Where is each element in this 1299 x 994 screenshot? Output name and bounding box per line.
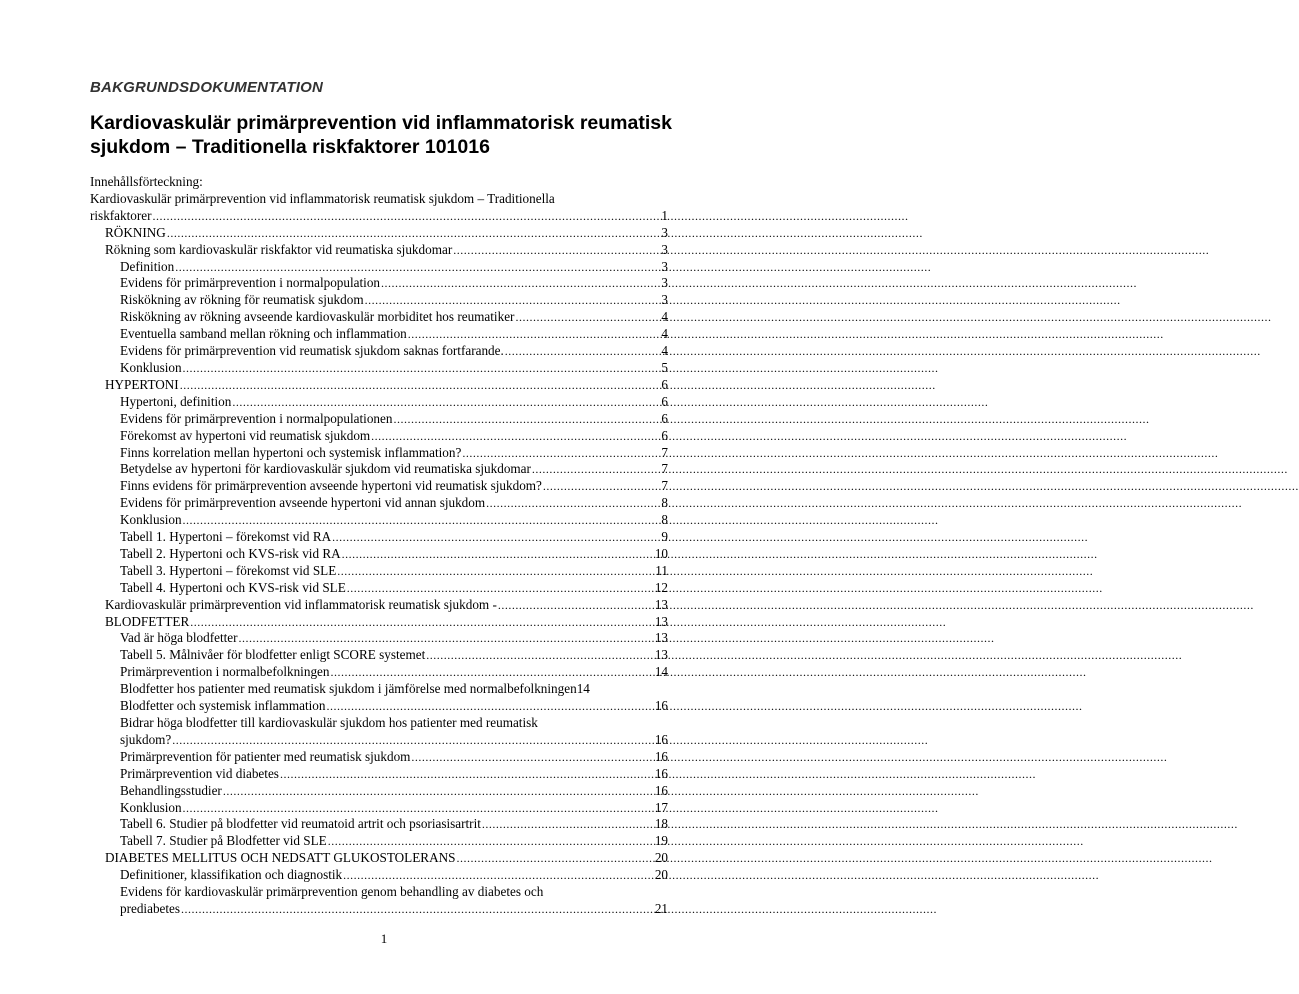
toc-entry[interactable] [90, 360, 668, 377]
toc-entry[interactable] [90, 242, 668, 259]
toc-entry-title: Tabell 1. Hypertoni – förekomst vid RA [120, 529, 332, 545]
toc-entry-title: Finns korrelation mellan hypertoni och systemisk inflammation? [120, 444, 462, 460]
toc-entry-title: Finns evidens för primärprevention avseende hypertoni vid reumatisk sjukdom? [120, 478, 542, 494]
toc-entry[interactable] [90, 428, 668, 445]
toc-entry-page: 3 [661, 292, 668, 308]
toc-entry-title: Primärprevention vid diabetes [120, 765, 279, 781]
toc-dot-leader [456, 850, 653, 867]
toc-entry-title: Tabell 2. Hypertoni och KVS-risk vid RA [120, 545, 341, 561]
toc-dot-leader [232, 394, 660, 411]
toc-entry[interactable] [90, 377, 668, 394]
toc-dot-leader [543, 478, 661, 495]
toc-entry-title: Vad är höga blodfetter [120, 630, 238, 646]
toc-entry[interactable] [90, 766, 668, 783]
toc-entry-title: Konklusion [120, 359, 182, 375]
toc-entry[interactable] [90, 309, 668, 326]
toc-entry-page: 1 [661, 207, 668, 223]
toc-dot-leader [408, 326, 661, 343]
toc-entry[interactable] [90, 597, 668, 614]
toc-entry-title: Definition [120, 258, 175, 274]
toc-entry-page: 13 [654, 596, 668, 612]
toc-entry-page: 14 [654, 664, 668, 680]
toc-entry[interactable] [90, 461, 668, 478]
toc-entry-title: Primärprevention i normalbefolkningen [120, 664, 330, 680]
toc-entry-page: 16 [654, 782, 668, 798]
toc-entry-title: Konklusion [120, 799, 182, 815]
toc-dot-leader [505, 343, 661, 360]
toc-entry-title: HYPERTONI [105, 376, 179, 392]
toc-entry-title: Tabell 4. Hypertoni och KVS-risk vid SLE [120, 579, 346, 595]
toc-dot-leader [462, 445, 660, 462]
toc-entry-title: sjukdom? [120, 731, 172, 747]
toc-dot-leader [482, 816, 654, 833]
toc-dot-leader [183, 360, 661, 377]
toc-dot-leader [190, 614, 654, 631]
toc-entry-title: Tabell 3. Hypertoni – förekomst vid SLE [120, 562, 337, 578]
toc-entry-page: 13 [654, 647, 668, 663]
toc-entry-title: DIABETES MELLITUS OCH NEDSATT GLUKOSTOLERANS [105, 850, 456, 866]
toc-entry-title: Riskökning av rökning för reumatisk sjukdom [120, 292, 364, 308]
toc-entry-page: 3 [661, 258, 668, 274]
toc-entry[interactable] [90, 495, 668, 512]
toc-entry-page: 3 [661, 275, 668, 291]
toc-entry-title: Eventuella samband mellan rökning och inflammation [120, 326, 407, 342]
toc-entry-page: 7 [661, 444, 668, 460]
toc-entry-page: 21 [654, 900, 668, 916]
document-title: Kardiovaskulär primärprevention vid inflammatorisk reumatisk sjukdom – Traditionella riskfaktorer 101016 [90, 112, 672, 158]
toc-entry-title: Konklusion [120, 512, 182, 528]
toc-entry-page: 18 [654, 816, 668, 832]
toc-entry-title-line: Evidens för kardiovaskulär primärprevention genom behandling av diabetes och [120, 884, 544, 900]
toc-entry-page: 7 [661, 478, 668, 494]
toc-entry-page: 17 [654, 799, 668, 815]
toc-entry-page: 8 [661, 495, 668, 511]
toc-entry[interactable] [90, 580, 668, 597]
toc-dot-leader [393, 411, 660, 428]
toc-entry-title: Rökning som kardiovaskulär riskfaktor vid reumatiska sjukdomar [105, 241, 453, 257]
toc-entry-page: 13 [654, 630, 668, 646]
toc-entry[interactable] [90, 884, 668, 918]
toc-dot-leader [223, 783, 654, 800]
toc-dot-leader [180, 377, 661, 394]
toc-entry[interactable] [90, 546, 668, 563]
toc-entry[interactable] [90, 326, 668, 343]
toc-entry-page: 11 [655, 562, 668, 578]
toc-entry-title: Blodfetter hos patienter med reumatisk sjukdom i jämförelse med normalbefolkningen [120, 681, 577, 697]
toc-entry-title: Tabell 7. Studier på Blodfetter vid SLE [120, 833, 327, 849]
toc-dot-leader [183, 800, 654, 817]
toc-entry[interactable] [90, 343, 668, 360]
toc-dot-leader [486, 495, 660, 512]
toc-dot-leader [183, 512, 661, 529]
toc-entry-title: Tabell 6. Studier på blodfetter vid reumatoid artrit och psoriasisartrit [120, 816, 481, 832]
toc-entry-page: 3 [661, 241, 668, 257]
toc-entry[interactable] [90, 445, 668, 462]
toc-entry-page: 16 [654, 765, 668, 781]
toc-entry[interactable] [90, 833, 668, 850]
toc-entry-title: Blodfetter och systemisk inflammation [120, 698, 326, 714]
toc-dot-leader [453, 242, 660, 259]
toc-entry-page: 9 [661, 529, 668, 545]
toc-dot-leader [280, 766, 654, 783]
toc-entry-title-line: Bidrar höga blodfetter till kardiovaskulär sjukdom hos patienter med reumatisk [120, 715, 538, 730]
page-number: 1 [380, 931, 388, 946]
toc-entry-page: 10 [654, 545, 668, 561]
toc-dot-leader [515, 309, 660, 326]
toc-entry[interactable] [90, 259, 668, 276]
toc-dot-leader [371, 428, 660, 445]
toc-entry-page: 5 [661, 359, 668, 375]
toc-entry-title: Kardiovaskulär primärprevention vid inflammatorisk reumatisk sjukdom - [105, 596, 497, 612]
toc-entries [90, 191, 668, 918]
toc-entry[interactable] [90, 647, 668, 664]
toc-entry-page: 12 [654, 579, 668, 595]
toc-dot-leader [498, 597, 654, 614]
toc-entry-title: Tabell 5. Målnivåer för blodfetter enligt SCORE systemet [120, 647, 426, 663]
toc-entry-page: 6 [661, 427, 668, 443]
toc-dot-leader [328, 833, 654, 850]
toc-heading: Innehållsförteckning: [90, 174, 203, 189]
toc-entry[interactable] [90, 394, 668, 411]
toc-entry-page: 3 [661, 224, 668, 240]
toc-entry-page: 8 [661, 512, 668, 528]
toc-dot-leader [342, 546, 654, 563]
toc-dot-leader [381, 275, 660, 292]
toc-entry[interactable] [90, 698, 668, 715]
toc-dot-leader [347, 580, 654, 597]
toc-entry-page: 14 [576, 681, 590, 697]
toc-entry-page: 6 [661, 376, 668, 392]
toc-entry-page: 16 [654, 698, 668, 714]
toc-entry[interactable] [90, 681, 668, 698]
toc-dot-leader [153, 208, 661, 225]
toc-entry-page: 16 [654, 731, 668, 747]
toc-dot-leader [332, 529, 660, 546]
toc-entry-title: RÖKNING [105, 224, 166, 240]
toc-entry[interactable] [90, 800, 668, 817]
toc-entry[interactable] [90, 478, 668, 495]
toc-entry-page: 6 [661, 410, 668, 426]
toc-entry[interactable] [90, 292, 668, 309]
toc-entry-title: Primärprevention för patienter med reumatisk sjukdom [120, 748, 411, 764]
toc-entry[interactable] [90, 411, 668, 428]
toc-entry-page: 19 [654, 833, 668, 849]
toc-entry-page: 4 [661, 326, 668, 342]
toc-entry[interactable] [90, 275, 668, 292]
toc-entry-page: 4 [661, 309, 668, 325]
toc-dot-leader [239, 630, 654, 647]
toc-entry[interactable] [90, 816, 668, 833]
toc-dot-leader [365, 292, 661, 309]
toc-dot-leader [411, 749, 653, 766]
toc-entry[interactable] [90, 867, 668, 884]
toc-entry-page: 20 [654, 867, 668, 883]
toc-dot-leader [326, 698, 653, 715]
toc-entry-title: Riskökning av rökning avseende kardiovaskulär morbiditet hos reumatiker [120, 309, 515, 325]
toc-dot-leader [426, 647, 654, 664]
toc-dot-leader [172, 732, 654, 749]
toc-entry-page: 20 [654, 850, 668, 866]
toc-entry-page: 7 [661, 461, 668, 477]
document-kicker: BAKGRUNDSDOKUMENTATION [90, 79, 323, 96]
toc-entry-title: riskfaktorer [90, 207, 152, 223]
toc-entry-title: Evidens för primärprevention i normalpopulationen [120, 410, 393, 426]
toc-dot-leader [167, 225, 661, 242]
toc-dot-leader [337, 563, 654, 580]
toc-entry[interactable] [90, 783, 668, 800]
toc-entry-title: Förekomst av hypertoni vid reumatisk sjukdom [120, 427, 371, 443]
toc-entry-page: 4 [661, 343, 668, 359]
table-of-contents [90, 174, 668, 918]
toc-dot-leader [343, 867, 654, 884]
toc-entry-page: 6 [661, 393, 668, 409]
toc-entry-page: 16 [654, 748, 668, 764]
toc-entry-title: Betydelse av hypertoni för kardiovaskulär sjukdom vid reumatiska sjukdomar [120, 461, 531, 477]
toc-entry-title: prediabetes [120, 900, 181, 916]
toc-entry-page: 13 [654, 613, 668, 629]
toc-entry[interactable] [90, 614, 668, 631]
toc-entry[interactable] [90, 630, 668, 647]
toc-entry[interactable] [90, 664, 668, 681]
toc-entry[interactable] [90, 715, 668, 749]
toc-entry-title: BLODFETTER [105, 613, 190, 629]
toc-entry-title: Evidens för primärprevention avseende hypertoni vid annan sjukdom [120, 495, 486, 511]
toc-entry-title-line: Kardiovaskulär primärprevention vid inflammatorisk reumatisk sjukdom – Traditionella [90, 190, 555, 206]
toc-entry[interactable] [90, 529, 668, 546]
toc-entry[interactable] [90, 512, 668, 529]
toc-dot-leader [175, 259, 660, 276]
toc-entry[interactable] [90, 225, 668, 242]
toc-entry-title: Evidens för primärprevention i normalpopulation [120, 275, 381, 291]
toc-dot-leader [330, 664, 653, 681]
toc-dot-leader [181, 901, 654, 918]
toc-entry-title: Definitioner, klassifikation och diagnostik [120, 867, 343, 883]
toc-entry-title: Evidens för primärprevention vid reumatisk sjukdom saknas fortfarande. [120, 343, 504, 359]
toc-dot-leader [532, 461, 660, 478]
toc-entry[interactable] [90, 563, 668, 580]
toc-entry[interactable] [90, 191, 668, 225]
toc-entry-title: Hypertoni, definition [120, 393, 232, 409]
toc-entry[interactable] [90, 850, 668, 867]
toc-entry-title: Behandlingsstudier [120, 782, 222, 798]
toc-entry[interactable] [90, 749, 668, 766]
